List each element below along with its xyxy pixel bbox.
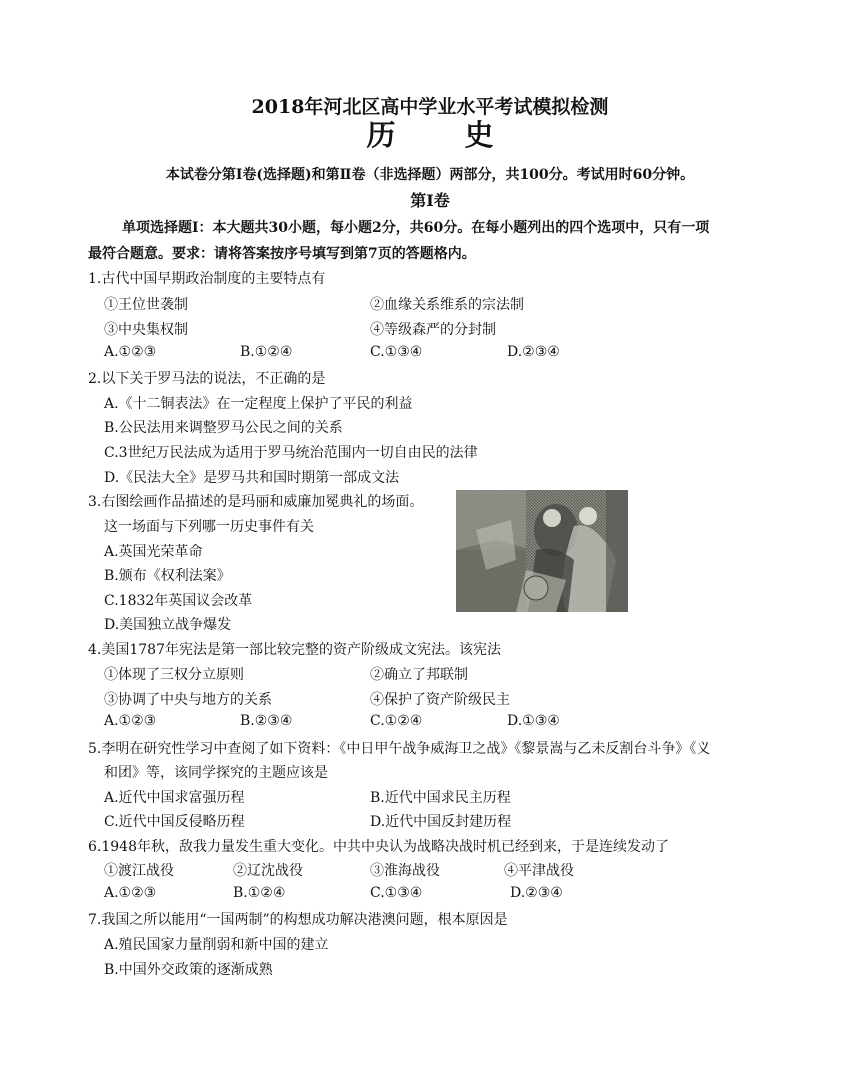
question-6-item: ①渡江战役 [104, 863, 174, 879]
question-6-option: C.①③④ [370, 885, 423, 901]
question-3-stem-continued: 这一场面与下列哪一历史事件有关 [104, 519, 314, 535]
question-2-stem: 2.以下关于罗马法的说法，不正确的是 [88, 371, 326, 387]
question-6-option: D.②③④ [510, 885, 563, 901]
question-6-item: ②辽沈战役 [233, 863, 303, 879]
question-3-stem: 3.右图绘画作品描述的是玛丽和威廉加冕典礼的场面。 [88, 494, 424, 510]
question-1-option: C.①③④ [370, 344, 423, 360]
question-5-option: C.近代中国反侵略历程 [104, 814, 245, 830]
question-3-option: C.1832年英国议会改革 [104, 593, 253, 609]
question-4-item: ①体现了三权分立原则 [104, 667, 244, 683]
exam-intro: 本试卷分第Ⅰ卷(选择题)和第Ⅱ卷（非选择题）两部分，共100分。考试用时60分钟。 [165, 167, 695, 183]
subject-title: 历 史 [366, 118, 514, 152]
question-6-item: ④平津战役 [504, 863, 574, 879]
question-7-stem: 7.我国之所以能用“一国两制”的构想成功解决港澳问题，根本原因是 [88, 912, 508, 928]
instructions-line-1: 单项选择题Ⅰ：本大题共30小题，每小题2分，共60分。在每小题列出的四个选项中，只有一项 [122, 220, 710, 236]
question-3-option: D.美国独立战争爆发 [104, 617, 232, 633]
question-1-item: ④等级森严的分封制 [370, 322, 496, 338]
question-4-option: B.②③④ [240, 713, 293, 729]
question-4-option: A.①②③ [104, 713, 157, 729]
question-2-option: C.3世纪万民法成为适用于罗马统治范围内一切自由民的法律 [104, 445, 478, 461]
section-title: 第Ⅰ卷 [410, 191, 450, 210]
question-4-item: ③协调了中央与地方的关系 [104, 692, 272, 708]
question-7-option: B.中国外交政策的逐渐成熟 [104, 962, 273, 978]
question-2-option: A.《十二铜表法》在一定程度上保护了平民的利益 [104, 396, 413, 412]
question-4-option: C.①②④ [370, 713, 423, 729]
question-5-stem: 5.李明在研究性学习中查阅了如下资料：《中日甲午战争威海卫之战》《黎景嵩与乙未反割台斗争》《义 [88, 741, 711, 757]
question-3-option: B.颁布《权利法案》 [104, 568, 231, 584]
question-1-item: ②血缘关系维系的宗法制 [370, 297, 524, 313]
question-1-stem: 1.古代中国早期政治制度的主要特点有 [88, 271, 326, 287]
question-5-option: B.近代中国求民主历程 [370, 790, 511, 806]
question-6-option: B.①②④ [233, 885, 286, 901]
question-1-item: ①王位世袭制 [104, 297, 188, 313]
coronation-engraving-image [456, 490, 628, 612]
question-2-option: D.《民法大全》是罗马共和国时期第一部成文法 [104, 470, 400, 486]
question-4-stem: 4.美国1787年宪法是第一部比较完整的资产阶级成文宪法。该宪法 [88, 642, 501, 658]
exam-title: 2018年河北区高中学业水平考试模拟检测 [251, 96, 609, 118]
question-1-option: D.②③④ [507, 344, 560, 360]
question-4-option: D.①③④ [507, 713, 560, 729]
question-6-item: ③淮海战役 [370, 863, 440, 879]
question-1-item: ③中央集权制 [104, 322, 188, 338]
question-3-option: A.英国光荣革命 [104, 544, 203, 560]
question-6-stem: 6.1948年秋，敌我力量发生重大变化。中共中央认为战略决战时机已经到来，于是连续发动了 [88, 839, 669, 855]
question-5-option: D.近代中国反封建历程 [370, 814, 512, 830]
question-1-option: B.①②④ [240, 344, 293, 360]
engraving-illustration [456, 490, 628, 612]
question-4-item: ②确立了邦联制 [370, 667, 468, 683]
question-5-stem-continued: 和团》等，该同学探究的主题应该是 [104, 765, 328, 781]
question-7-option: A.殖民国家力量削弱和新中国的建立 [104, 937, 329, 953]
question-5-option: A.近代中国求富强历程 [104, 790, 245, 806]
question-2-option: B.公民法用来调整罗马公民之间的关系 [104, 420, 343, 436]
instructions-line-2: 最符合题意。要求：请将答案按序号填写到第7页的答题格内。 [88, 246, 476, 262]
question-6-option: A.①②③ [104, 885, 157, 901]
question-4-item: ④保护了资产阶级民主 [370, 692, 510, 708]
question-1-option: A.①②③ [104, 344, 157, 360]
